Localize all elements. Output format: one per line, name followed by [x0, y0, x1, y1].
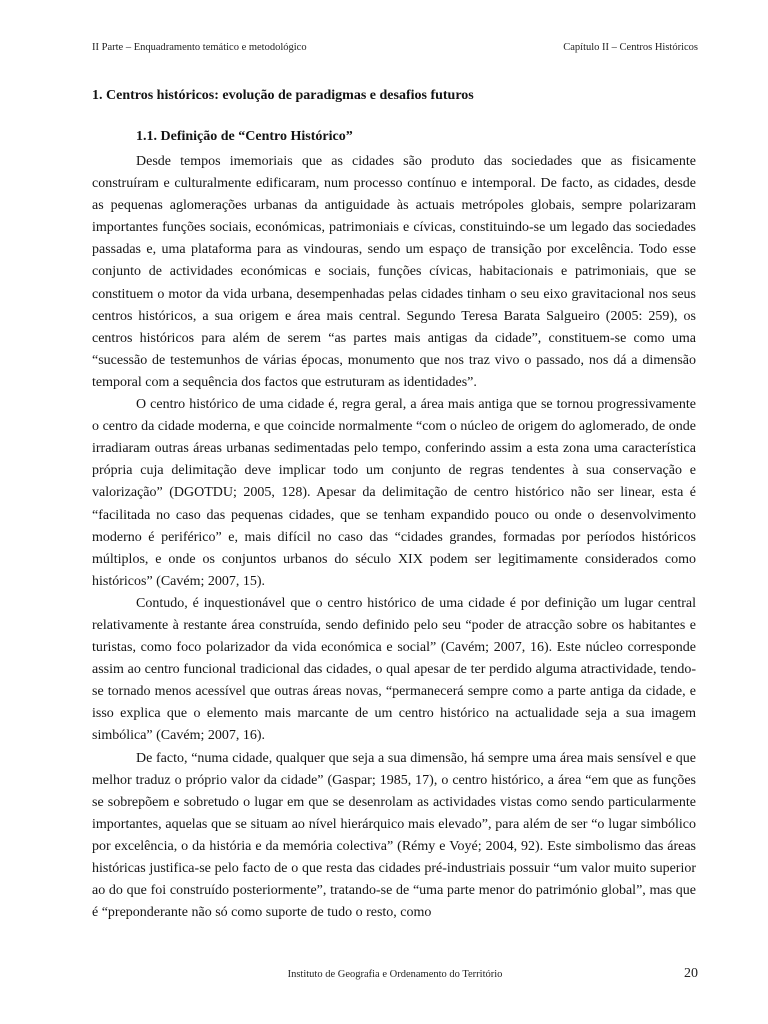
- running-header: [92, 42, 698, 53]
- body-text: [92, 151, 696, 924]
- paragraph: O centro histórico de uma cidade é, regra geral, a área mais antiga que se tornou progressivamente o centro da cidade moderna, e que coincide normalmente “com o núcleo de origem do aglomerado, de onde irradiaram outras áreas urbanas sedimentadas pelo tempo, conferindo assim a esta zona uma característica própria cuja delimitação deve implicar todo um conjunto de regras tendentes à sua conservação e valorização” (DGOTDU; 2005, 128). Apesar da delimitação de centro histórico não ser linear, esta é “facilitada no caso das pequenas cidades, que se tenham expandido pouco ou onde o desenvolvimento moderno é periférico” e, mais difícil no caso das “cidades grandes, formadas por períodos históricos múltiplos, e onde os conjuntos urbanos do século XIX podem ser legitimamente considerados como históricos” (Cavém; 2007, 15).: [92, 397, 696, 589]
- section-heading: 1.1. Definição de “Centro Histórico”: [136, 129, 353, 144]
- page-number: 20: [684, 966, 698, 981]
- paragraph: Desde tempos imemoriais que as cidades são produto das sociedades que as fisicamente construíram e culturalmente edificaram, num processo contínuo e intemporal. De facto, as cidades, desde as pequenas aglomerações urbanas da antiguidade às actuais metrópoles globais, sempre polarizaram importantes funções sociais, económicas, patrimoniais e cívicas, constituindo-se um legado das sociedades passadas e, uma plataforma para as vindouras, sendo um espaço de transição por excelência. Todo esse conjunto de actividades económicas e sociais, funções cívicas, habitacionais e patrimoniais, que se constituem o motor da vida urbana, desempenhadas pelas cidades tinham o seu eixo gravitacional nos seus centros históricos, a sua origem e área mais central. Segundo Teresa Barata Salgueiro (2005: 259), os centros históricos para além de serem “as partes mais antigas da cidade”, constituem-se como uma “sucessão de testemunhos de várias épocas, monumento que nos traz vivo o passado, nos dá a dimensão temporal com a sequência dos factos que estruturam as identidades”.: [92, 154, 696, 390]
- header-chapter-title: Capítulo II – Centros Históricos: [563, 42, 698, 53]
- running-footer: [92, 966, 698, 988]
- chapter-heading: 1. Centros históricos: evolução de paradigmas e desafios futuros: [92, 88, 474, 103]
- header-part-title: II Parte – Enquadramento temático e metodológico: [92, 42, 307, 53]
- footer-institution: Instituto de Geografia e Ordenamento do Território: [287, 969, 503, 980]
- paragraph: Contudo, é inquestionável que o centro histórico de uma cidade é por definição um lugar central relativamente à restante área construída, sendo definido pelo seu “poder de atracção sobre os habitantes e turistas, como foco polarizador da vida económica e social” (Cavém; 2007, 16). Este núcleo corresponde assim ao centro funcional tradicional das cidades, o qual apesar de ter perdido alguma atractividade, tendo-se tornado menos acessível que outras áreas novas, “permanecerá sempre como a parte antiga da cidade, e isso explica que o elemento mais marcante de um centro histórico na actualidade seja a sua imagem simbólica” (Cavém; 2007, 16).: [92, 595, 696, 744]
- paragraph: De facto, “numa cidade, qualquer que seja a sua dimensão, há sempre uma área mais sensível e que melhor traduz o próprio valor da cidade” (Gaspar; 1985, 17), o centro histórico, a área “em que as funções se sobrepõem e sobretudo o lugar em que se desenrolam as actividades vistas como sendo particularmente importantes, aquelas que se situam ao nível hierárquico mais elevado”, para além de ser “o lugar simbólico por excelência, o da história e da memória colectiva” (Rémy e Voyé; 2004, 92). Este simbolismo das áreas históricas justifica-se pelo facto de o que resta das cidades pré-industriais possuir “um valor muito superior ao do que foi construído posteriormente”, tratando-se de “uma parte menor do património global”, mas que é “preponderante não só como suporte de tudo o resto, como: [92, 750, 696, 921]
